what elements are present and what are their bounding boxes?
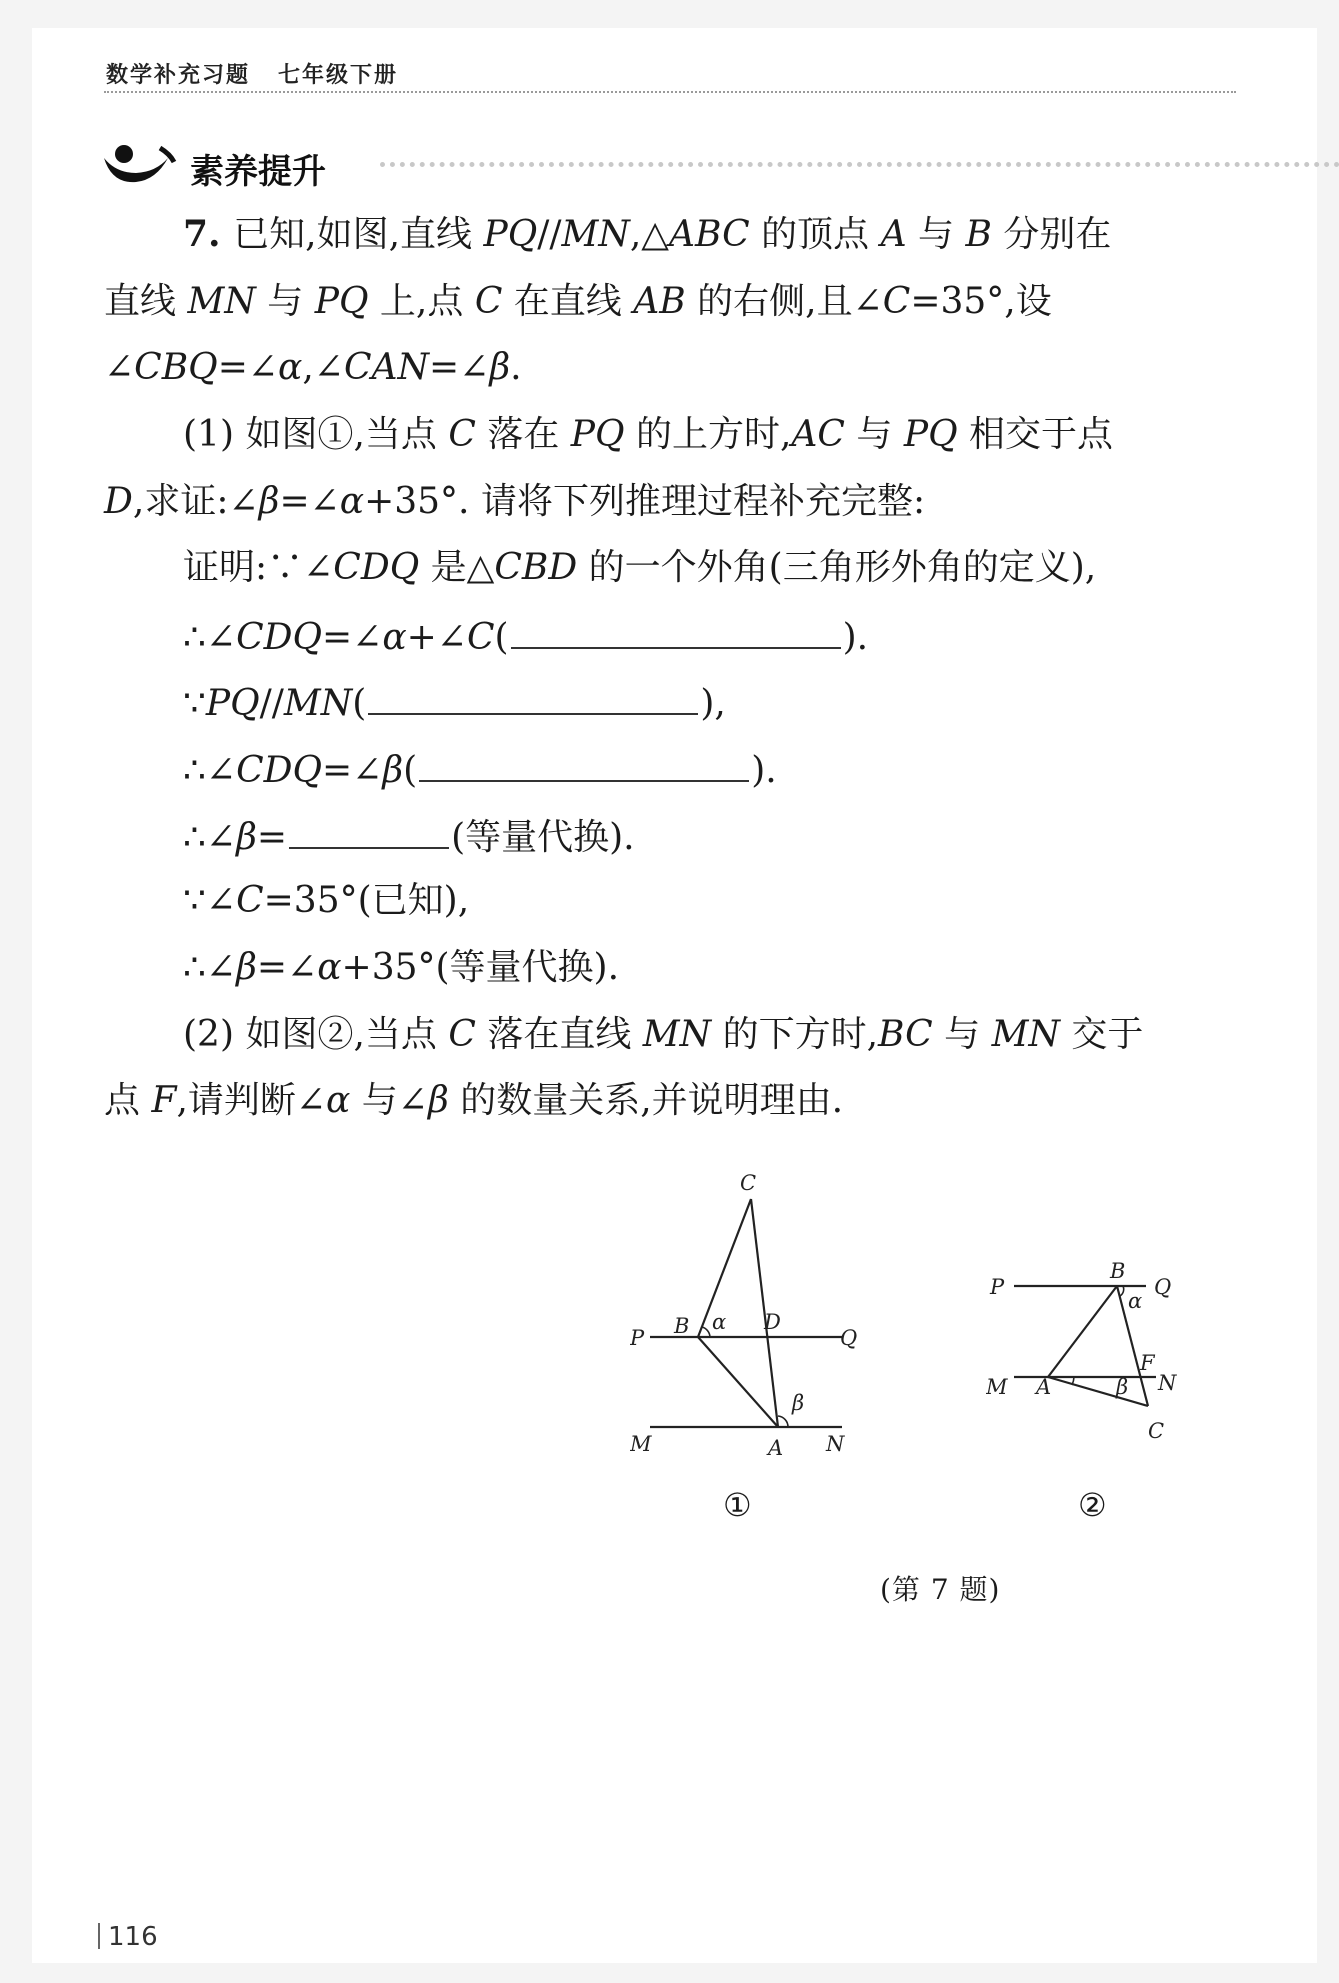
label-n: N — [826, 1432, 845, 1456]
text-segment: β — [427, 1080, 449, 1121]
text-segment: ). — [842, 617, 869, 658]
text-segment: AB — [633, 281, 686, 322]
label-alpha: α — [1128, 1289, 1143, 1313]
text-segment: 的数量关系,并说明理由. — [448, 1080, 844, 1121]
text-segment: ,△ — [629, 214, 669, 255]
text-segment: CBQ — [134, 347, 218, 388]
text-segment: CBD — [494, 547, 578, 588]
problem-line — [183, 1013, 1143, 1057]
figure-caption: (第 7 题) — [880, 1573, 1001, 1606]
label-m: M — [630, 1432, 652, 1456]
label-alpha: α — [712, 1310, 727, 1334]
running-header — [106, 58, 398, 89]
text-segment: 证明:∵∠ — [183, 547, 334, 588]
text-segment: ∴∠ — [183, 617, 237, 658]
label-q: Q — [1154, 1275, 1172, 1299]
problem-line — [183, 946, 619, 990]
problem-line — [104, 280, 1052, 324]
text-segment: MN — [991, 1014, 1060, 1055]
text-segment: =∠ — [256, 947, 318, 988]
text-segment: D — [104, 481, 133, 522]
text-segment: ). — [751, 750, 777, 791]
text-segment: = — [256, 817, 288, 858]
text-segment: CDQ — [333, 547, 420, 588]
text-segment: 点 — [104, 1080, 152, 1121]
section-title: 素养提升 — [190, 152, 326, 192]
text-segment: β — [236, 947, 257, 988]
label-n: N — [1158, 1371, 1177, 1395]
text-segment: β — [236, 817, 257, 858]
page-number: 116 — [98, 1922, 158, 1952]
text-segment: α — [317, 947, 342, 988]
label-b: B — [674, 1314, 690, 1338]
label-p: P — [630, 1326, 645, 1350]
text-segment: +35°(等量代换). — [341, 947, 620, 988]
label-d: D — [764, 1310, 781, 1334]
text-segment: +∠ — [406, 617, 467, 658]
answer-blank[interactable] — [419, 746, 749, 782]
label-f: F — [1140, 1351, 1155, 1375]
grade-label: 七年级下册 — [278, 63, 399, 88]
text-segment: ,∠ — [302, 347, 344, 388]
text-segment: α — [339, 481, 365, 522]
text-segment: PQ — [903, 414, 958, 455]
text-segment: 落在直线 — [475, 1014, 643, 1055]
text-segment: ∴∠ — [183, 947, 237, 988]
answer-blank[interactable] — [511, 613, 841, 649]
text-segment: 与 — [255, 281, 315, 322]
text-segment: ∵ — [183, 683, 206, 724]
text-segment: PQ — [314, 281, 369, 322]
text-segment: C — [236, 880, 264, 921]
section-dotted-rule — [380, 162, 1339, 167]
problem-line — [183, 546, 1096, 590]
problem-line — [183, 879, 469, 923]
problem-line — [183, 746, 777, 793]
text-segment: BC — [878, 1014, 933, 1055]
text-segment: ABC — [669, 214, 750, 255]
text-segment: 直线 — [104, 281, 188, 322]
text-segment: (1) 如图①,当点 — [183, 414, 449, 455]
figure-2 — [986, 1256, 1216, 1456]
text-segment: ∴∠ — [183, 750, 237, 791]
text-segment: MN — [642, 1014, 712, 1055]
text-segment: 交于 — [1059, 1014, 1144, 1055]
problem-line — [183, 613, 868, 660]
label-c: C — [740, 1171, 757, 1195]
text-segment: +35°. 请将下列推理过程补充完整: — [364, 481, 926, 522]
text-segment: B — [965, 214, 992, 255]
text-segment: ∴∠ — [183, 817, 237, 858]
text-segment: ( — [403, 750, 418, 791]
text-segment: PQ — [205, 683, 260, 724]
problem-line — [104, 480, 925, 524]
problem-line — [183, 212, 1111, 257]
text-segment: 的一个外角(三角形外角的定义), — [577, 547, 1097, 588]
text-segment: MN — [561, 214, 630, 255]
text-segment: ,请判断∠ — [176, 1080, 327, 1121]
text-segment: 的顶点 — [749, 214, 881, 255]
book-title: 数学补充习题 — [106, 63, 251, 88]
text-segment: C — [448, 414, 476, 455]
text-segment: 与∠ — [350, 1080, 428, 1121]
text-segment: F — [151, 1080, 177, 1121]
text-segment: 与 — [844, 414, 904, 455]
text-segment: 已知,如图,直线 — [233, 214, 484, 255]
text-segment: C — [466, 617, 495, 658]
text-segment: β — [489, 347, 511, 388]
text-segment: 与 — [906, 214, 966, 255]
figure-1-number: ① — [723, 1486, 752, 1524]
header-divider — [104, 91, 1236, 93]
label-c: C — [1148, 1419, 1165, 1443]
text-segment: ), — [700, 683, 726, 724]
text-segment: 7. — [183, 213, 234, 255]
text-segment: 与 — [932, 1014, 992, 1055]
text-segment: ( — [352, 683, 367, 724]
text-segment: α — [382, 617, 407, 658]
problem-line — [104, 1079, 843, 1123]
text-segment: 的右侧,且∠ — [685, 281, 883, 322]
text-segment: 分别在 — [991, 214, 1112, 255]
text-segment: =∠ — [279, 481, 340, 522]
text-segment: ,求证:∠ — [132, 481, 259, 522]
text-segment: 的上方时, — [624, 414, 792, 455]
text-segment: α — [278, 347, 303, 388]
section-logo-icon — [100, 140, 180, 190]
text-segment: CDQ — [236, 750, 322, 791]
text-segment: C — [448, 1014, 476, 1055]
text-segment: =∠ — [217, 347, 279, 388]
section-heading — [100, 140, 1240, 190]
text-segment: 的下方时, — [711, 1014, 879, 1055]
text-segment: . — [510, 347, 522, 388]
answer-blank[interactable] — [289, 813, 449, 849]
text-segment: β — [258, 481, 280, 522]
text-segment: ∠ — [104, 347, 135, 388]
text-segment: 在直线 — [502, 281, 634, 322]
text-segment: PQ — [570, 414, 625, 455]
text-segment: C — [882, 281, 911, 322]
text-segment: α — [326, 1080, 351, 1121]
text-segment: 相交于点 — [957, 414, 1114, 455]
text-segment: =∠ — [322, 750, 383, 791]
text-segment: CDQ — [236, 617, 322, 658]
text-segment: C — [474, 281, 503, 322]
text-segment: PQ — [483, 214, 538, 255]
text-segment: =∠ — [428, 347, 490, 388]
text-segment: =∠ — [322, 617, 383, 658]
text-segment: MN — [283, 683, 353, 724]
text-segment: β — [382, 750, 404, 791]
text-segment: // — [259, 683, 284, 724]
answer-blank[interactable] — [368, 679, 698, 715]
text-segment: (等量代换). — [451, 817, 635, 858]
label-q: Q — [840, 1326, 858, 1350]
figure-1 — [630, 1165, 870, 1465]
text-segment: =35°(已知), — [263, 880, 470, 921]
label-m: M — [986, 1375, 1008, 1399]
problem-line — [104, 346, 522, 390]
figure-2-number: ② — [1078, 1486, 1107, 1524]
text-segment: CAN — [343, 347, 429, 388]
text-segment: 是△ — [419, 547, 495, 588]
label-b: B — [1110, 1259, 1126, 1283]
label-beta: β — [1116, 1375, 1129, 1399]
text-segment: 上,点 — [368, 281, 475, 322]
label-p: P — [990, 1275, 1005, 1299]
label-a: A — [768, 1436, 784, 1460]
text-segment: (2) 如图②,当点 — [183, 1014, 449, 1055]
text-segment: MN — [187, 281, 256, 322]
text-segment: A — [880, 214, 907, 255]
text-segment: // — [537, 214, 562, 255]
text-segment: 落在 — [475, 414, 571, 455]
text-segment: ( — [494, 617, 509, 658]
label-beta: β — [792, 1391, 805, 1415]
text-segment: AC — [791, 414, 845, 455]
text-segment: =35°,设 — [910, 281, 1052, 322]
text-segment: ∵∠ — [183, 880, 237, 921]
problem-line — [183, 813, 635, 860]
problem-line — [183, 413, 1113, 457]
label-a: A — [1036, 1375, 1052, 1399]
problem-line — [183, 679, 726, 726]
